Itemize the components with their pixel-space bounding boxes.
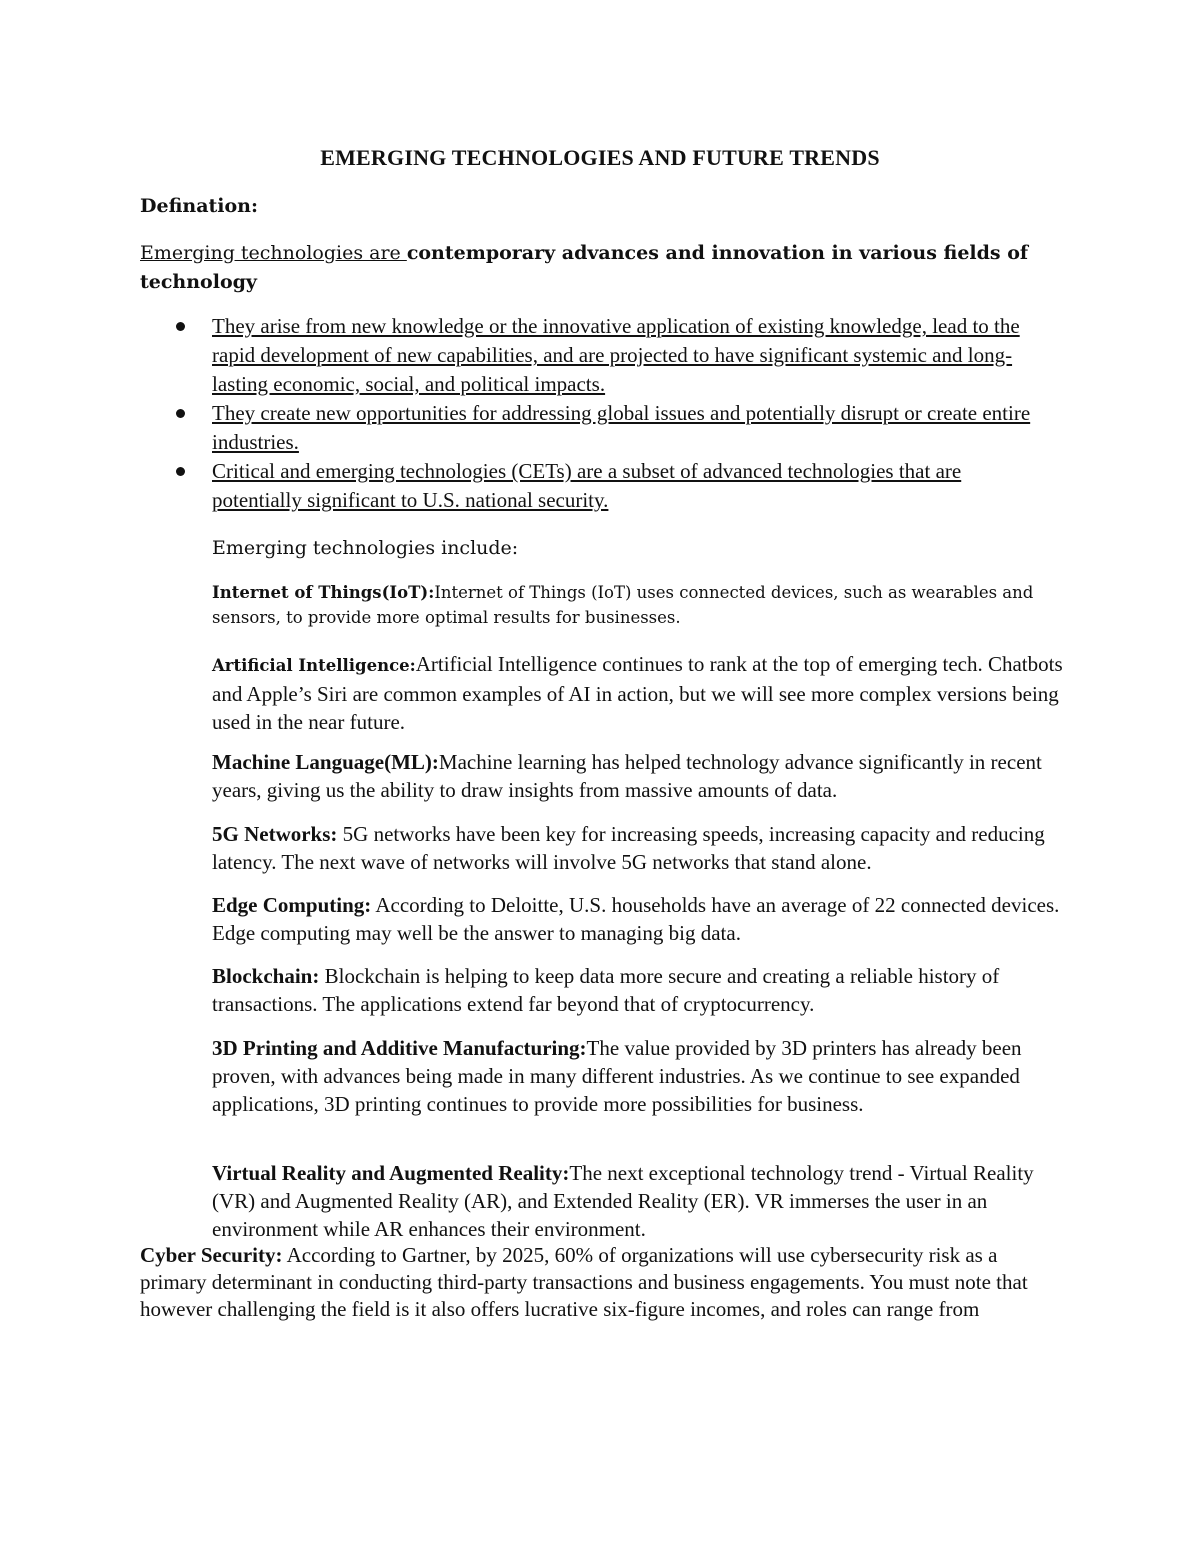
tech-item-cyber-security: [140, 1242, 1060, 1323]
tech-description: Artificial Intelligence continues to rank at the top of emerging tech. Chatbots and Apple’s Siri are common examples of AI in action, but we will see more complex versions being used in the near future.: [212, 652, 1063, 734]
tech-name: Cyber Security:: [140, 1243, 283, 1267]
bullet-text: Critical and emerging technologies (CETs) are a subset of advanced technologies that are potentially significant to U.S. national security.: [212, 459, 962, 512]
tech-item-5g: [212, 820, 1072, 876]
tech-item-edge-computing: [212, 891, 1072, 947]
bullet-text: They arise from new knowledge or the innovative application of existing knowledge, lead to the rapid development of new capabilities, and are projected to have significant systemic and long-lasting economic, social, and political impacts.: [212, 314, 1020, 396]
tech-description: Machine learning has helped technology advance significantly in recent years, giving us the ability to draw insights from massive amounts of data.: [212, 750, 1042, 802]
tech-name: Internet of Things(IoT):: [212, 583, 435, 602]
tech-description: According to Deloitte, U.S. households have an average of 22 connected devices. Edge computing may well be the answer to managing big data.: [212, 893, 1060, 945]
tech-name: 3D Printing and Additive Manufacturing:: [212, 1036, 587, 1060]
definition-label: Defination:: [140, 195, 258, 217]
includes-label: Emerging technologies include:: [212, 537, 519, 559]
tech-item-ml: [212, 748, 1072, 804]
intro-underlined-text: Emerging technologies are: [140, 242, 407, 264]
tech-description: Blockchain is helping to keep data more secure and creating a reliable history of transactions. The applications extend far beyond that of cryptocurrency.: [212, 964, 1000, 1016]
bullet-icon: [176, 409, 185, 418]
tech-description: The value provided by 3D printers has already been proven, with advances being made in many different industries. As we continue to see expanded applications, 3D printing continues to provide more possibilities for business.: [212, 1036, 1022, 1116]
tech-description: The next exceptional technology trend - Virtual Reality (VR) and Augmented Reality (AR), and Extended Reality (ER). VR immerses the user in an environment while AR enhances their environment.: [212, 1161, 1034, 1241]
bullet-icon: [176, 467, 185, 476]
intro-bold-text: contemporary advances and innovation in various fields of technology: [140, 242, 1029, 293]
definition-bullet-list: [170, 312, 1050, 515]
bullet-icon: [176, 322, 185, 331]
tech-name: Virtual Reality and Augmented Reality:: [212, 1161, 570, 1185]
tech-description: 5G networks have been key for increasing speeds, increasing capacity and reducing latency. The next wave of networks will involve 5G networks that stand alone.: [212, 822, 1045, 874]
bullet-item: [170, 457, 1050, 515]
tech-name: Machine Language(ML):: [212, 750, 439, 774]
tech-item-iot: [212, 580, 1072, 630]
tech-name: 5G Networks:: [212, 822, 338, 846]
tech-item-vr-ar: [212, 1159, 1072, 1243]
document-title: EMERGING TECHNOLOGIES AND FUTURE TRENDS: [320, 145, 880, 170]
bullet-text: They create new opportunities for addressing global issues and potentially disrupt or create entire industries.: [212, 401, 1031, 454]
tech-name: Blockchain:: [212, 964, 320, 988]
bullet-item: [170, 312, 1050, 399]
tech-item-blockchain: [212, 962, 1072, 1018]
tech-item-3d-printing: [212, 1034, 1072, 1118]
intro-paragraph: [140, 238, 1040, 296]
tech-name: Edge Computing:: [212, 893, 372, 917]
tech-description: Internet of Things (IoT) uses connected devices, such as wearables and sensors, to provide more optimal results for businesses.: [212, 583, 1034, 627]
tech-item-ai: [212, 650, 1072, 736]
tech-description: According to Gartner, by 2025, 60% of organizations will use cybersecurity risk as a primary determinant in conducting third-party transactions and business engagements. You must note that however challenging the field is it also offers lucrative six-figure incomes, and roles can range from: [140, 1243, 1028, 1321]
bullet-item: [170, 399, 1050, 457]
tech-name: Artificial Intelligence:: [212, 656, 416, 675]
